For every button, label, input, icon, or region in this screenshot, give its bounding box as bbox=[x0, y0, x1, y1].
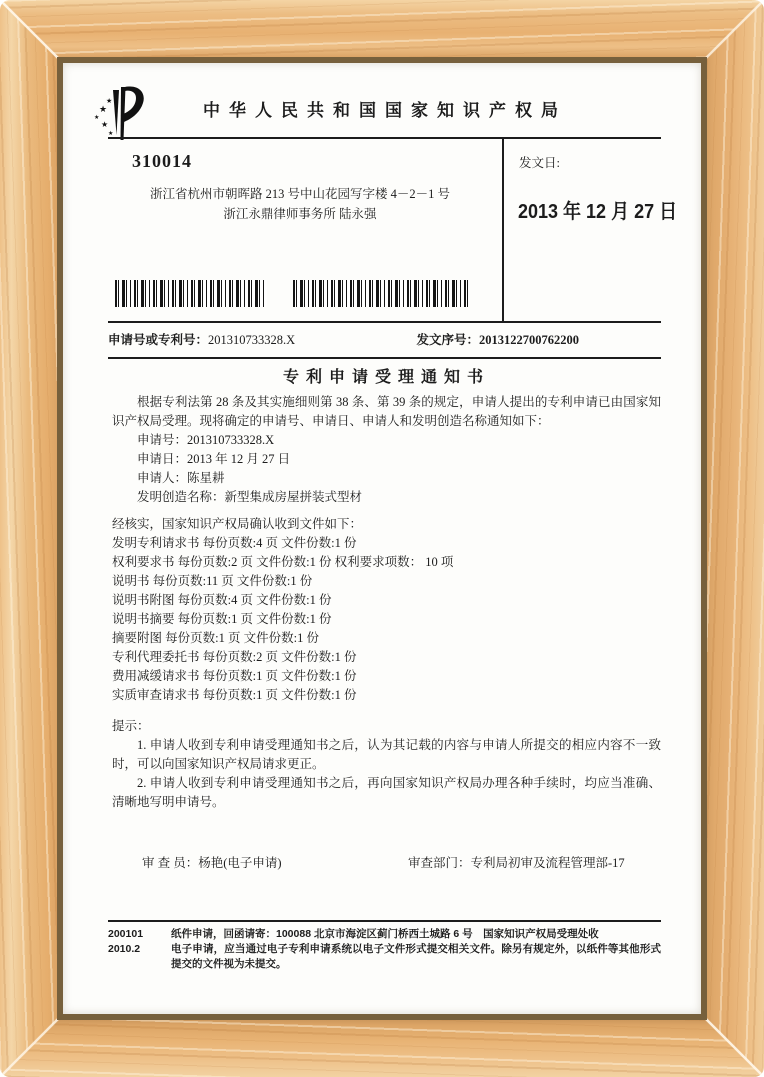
svg-text:★: ★ bbox=[101, 120, 109, 129]
dispatch-serial-group bbox=[416, 330, 579, 348]
dispatch-date-box bbox=[506, 139, 678, 321]
received-document-line: 说明书附图 每份页数:4 页 文件份数:1 份 bbox=[112, 593, 332, 607]
footer-paper-filing-line: 纸件申请，回函请寄：100088 北京市海淀区蓟门桥西土城路 6 号 国家知识产权局受理处收 bbox=[171, 928, 599, 940]
notice-title: 专利申请受理通知书 bbox=[282, 369, 490, 386]
recipient-block bbox=[108, 139, 504, 321]
notice-body bbox=[112, 368, 661, 812]
application-details bbox=[112, 431, 661, 507]
recipient-address-line1: 浙江省杭州市朝晖路 213 号中山花园写字楼 4－2－1 号 bbox=[149, 187, 450, 201]
detail-applicant: 申请人：陈星耕 bbox=[137, 471, 225, 485]
received-document-line: 说明书 每份页数:11 页 文件份数:1 份 bbox=[112, 574, 313, 588]
dispatch-date-value: 2013 年 12 月 27 日 bbox=[518, 201, 678, 223]
detail-invention-title: 发明创造名称：新型集成房屋拼装式型材 bbox=[137, 490, 363, 504]
dispatch-serial-value: 2013122700762200 bbox=[479, 333, 579, 347]
application-number-group bbox=[108, 330, 295, 348]
svg-text:★: ★ bbox=[108, 131, 114, 137]
barcode-group bbox=[115, 280, 502, 307]
dispatch-serial-label: 发文序号： bbox=[416, 333, 479, 347]
footer-efiling-line: 电子申请，应当通过电子专利申请系统以电子文件形式提交相关文件。除另有规定外，以纸件等其他形式提交的文件视为未提交。 bbox=[171, 943, 661, 970]
received-document-line: 专利代理委托书 每份页数:2 页 文件份数:1 份 bbox=[112, 650, 357, 664]
department-group bbox=[408, 853, 625, 871]
received-documents-list bbox=[112, 515, 661, 705]
tips-section bbox=[112, 717, 661, 812]
received-document-line: 权利要求书 每份页数:2 页 文件份数:1 份 权利要求项数： 10 项 bbox=[112, 555, 454, 569]
received-document-line: 摘要附图 每份页数:1 页 文件份数:1 份 bbox=[112, 631, 319, 645]
received-document-line: 实质审查请求书 每份页数:1 页 文件份数:1 份 bbox=[112, 688, 357, 702]
tip-item-1: 1. 申请人收到专利申请受理通知书之后，认为其记载的内容与申请人所提交的相应内容不一致时，可以向国家知识产权局请求更正。 bbox=[112, 738, 661, 771]
reference-number-row bbox=[108, 321, 661, 359]
recipient-postal-code: 310014 bbox=[132, 151, 192, 171]
notice-document bbox=[63, 63, 701, 1014]
received-document-line: 发明专利请求书 每份页数:4 页 文件份数:1 份 bbox=[112, 536, 357, 550]
svg-text:★: ★ bbox=[94, 115, 100, 121]
recipient-address-line2: 浙江永鼎律师事务所 陆永强 bbox=[223, 207, 377, 221]
detail-application-number: 申请号：201310733328.X bbox=[137, 433, 275, 447]
frame-bottom-rail bbox=[0, 1014, 764, 1077]
examiner-label: 审 查 员： bbox=[142, 856, 199, 870]
examiner-name: 杨艳(电子申请) bbox=[198, 856, 282, 870]
document-header bbox=[63, 63, 701, 359]
application-number-label: 申请号或专利号： bbox=[108, 333, 209, 347]
frame-right-rail bbox=[701, 0, 764, 1077]
svg-text:★: ★ bbox=[106, 97, 113, 105]
department-label: 审查部门： bbox=[408, 856, 471, 870]
form-code: 200101 bbox=[108, 928, 144, 940]
detail-application-date: 申请日：2013 年 12 月 27 日 bbox=[137, 452, 291, 466]
received-document-line: 说明书摘要 每份页数:1 页 文件份数:1 份 bbox=[112, 612, 332, 626]
dispatch-date-label: 发文日: bbox=[519, 156, 560, 170]
received-documents-intro: 经核实，国家知识产权局确认收到文件如下： bbox=[112, 517, 363, 531]
form-code-year: 2010.2 bbox=[108, 943, 141, 955]
received-document-line: 费用减缓请求书 每份页数:1 页 文件份数:1 份 bbox=[112, 669, 357, 683]
application-number-value: 201310733328.X bbox=[208, 333, 296, 347]
department-name: 专利局初审及流程管理部-17 bbox=[470, 856, 625, 870]
examiner-group bbox=[142, 853, 408, 871]
frame-left-rail bbox=[0, 0, 63, 1077]
tip-item-2: 2. 申请人收到专利申请受理通知书之后，再向国家知识产权局办理各种手续时，均应当准确、清晰地写明申请号。 bbox=[112, 776, 661, 809]
office-name: 中华人民共和国国家知识产权局 bbox=[203, 101, 567, 120]
signoff-row bbox=[112, 853, 661, 871]
recipient-dispatch-grid bbox=[108, 139, 678, 323]
notice-intro: 根据专利法第 28 条及其实施细则第 38 条、第 39 条的规定，申请人提出的专利申请已由国家知识产权局受理。现将确定的申请号、申请日、申请人和发明创造名称通知如下： bbox=[112, 395, 661, 428]
barcode-right bbox=[293, 280, 470, 307]
footer-instructions bbox=[171, 927, 661, 972]
barcode-left bbox=[115, 280, 267, 307]
document-footer bbox=[108, 920, 661, 972]
tips-label: 提示： bbox=[112, 719, 150, 733]
form-code-column bbox=[108, 927, 171, 972]
frame-top-rail bbox=[0, 0, 764, 63]
svg-text:★: ★ bbox=[99, 104, 108, 114]
